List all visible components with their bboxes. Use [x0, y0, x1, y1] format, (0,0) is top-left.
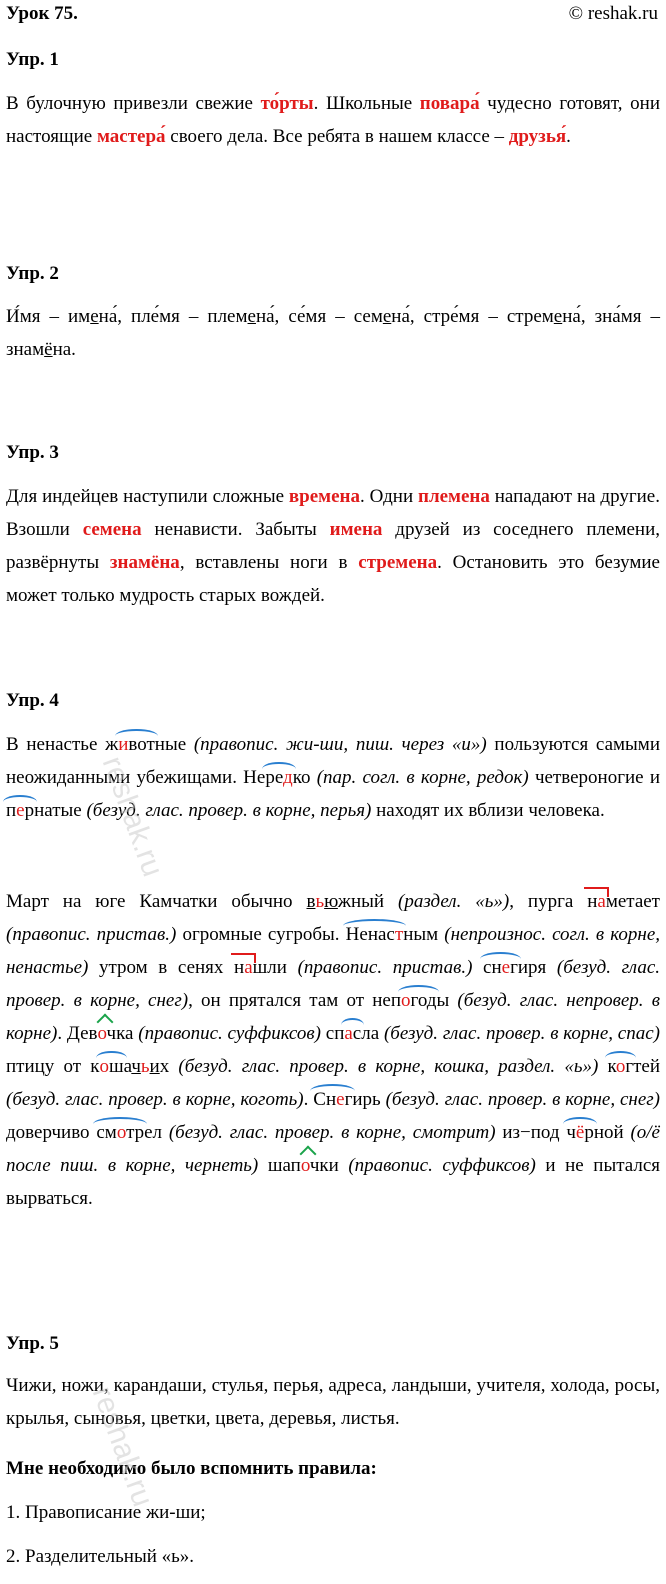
ex5-rule-1: 1. Правописание жи-ши; — [6, 1502, 206, 1523]
ex5-rule-2: 2. Разделительный «ь». — [6, 1546, 195, 1567]
ex1-text: В булочную привезли свежие то́рты. Школьные повара́ чудесно готовят, они настоящие мастера́ своего дела. Все ребята в нашем классе – друзья́. — [6, 93, 660, 147]
highlight-word: мастера́ — [96, 126, 166, 147]
site-credit: © reshak.ru — [568, 3, 658, 24]
highlight-word: то́рты — [260, 93, 314, 114]
ex4-paragraph-2: Март на юге Камчатки обычно вьюжный (раздел. «ь»), пурга наметает (правопис. пристав.) огромные сугробы. Ненастным (непроизнос. согл. в корне, ненастье) утром в сенях нашли (правопис. пристав.) снегиря (безуд. глас. провер. в корне, снег), он прятался там от непогоды (безуд. глас. непровер. в корне). Девочка (правопис. суффиксов) спасла (безуд. глас. провер. в корне, спас) птицу от кошачьих (безуд. глас. провер. в корне, кошка, раздел. «ь») когтей (безуд. глас. провер. в корне, коготь). Снегирь (безуд. глас. провер. в корне, снег) доверчиво смотрел (безуд. глас. провер. в корне, смотрит) из−под чёрной (о/ё после пиш. в корне, чернеть) шапочки (правопис. суффиксов) и не пытался вырваться. — [6, 891, 661, 1209]
ex5-rules-title: Мне необходимо было вспомнить правила: — [6, 1458, 377, 1479]
ex2-title: Упр. 2 — [6, 263, 59, 284]
page-header — [6, 0, 658, 28]
watermark: reshak.ru — [85, 1382, 160, 1511]
ex5-text: Чижи, ножи, карандаши, стулья, перья, адреса, ландыши, учителя, холода, росы, крылья, сыновья, цветки, цвета, деревья, листья. — [6, 1375, 660, 1429]
ex2-text: И́мя – имена́, пле́мя – племена́, се́мя – семена́, стре́мя – стремена́, зна́мя – знамёна. — [6, 306, 660, 360]
ex4-paragraph-1: В ненастье животные (правопис. жи-ши, пиш. через «и») пользуются самыми неожиданными убежищами. Нередко (пар. согл. в корне, редок) четвероногие и пернатые (безуд. глас. провер. в корне, перья) находят их вблизи человека. — [6, 734, 660, 821]
ex3-text: Для индейцев наступили сложные времена. Одни племена нападают на другие. Взошли семена ненависти. Забыты имена друзей из соседнего племени, развёрнуты знамёна, вставлены ноги в стремена. Остановить это безумие может только мудрость старых вождей. — [6, 486, 660, 606]
lesson-title: Урок 75. — [6, 3, 78, 24]
ex5-title: Упр. 5 — [6, 1333, 59, 1354]
ex3-title: Упр. 3 — [6, 442, 59, 463]
highlight-word: друзья́ — [508, 126, 567, 147]
ex1-title: Упр. 1 — [6, 49, 59, 70]
watermark: reshak.ru — [95, 752, 170, 881]
highlight-word: повара́ — [419, 93, 480, 114]
ex4-title: Упр. 4 — [6, 690, 59, 711]
